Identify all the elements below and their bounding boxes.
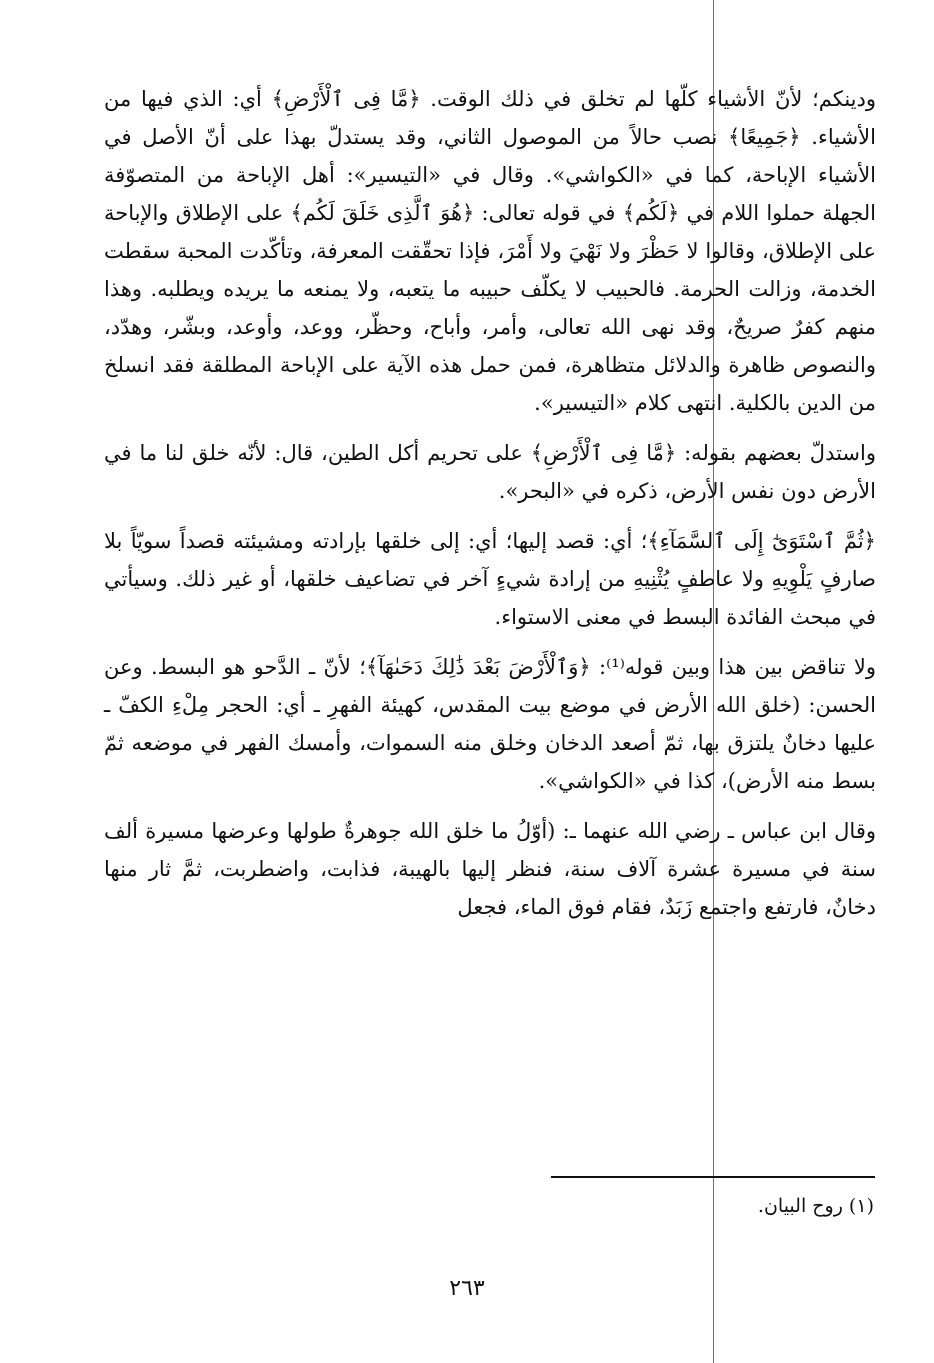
paragraph-eating-clay: واستدلّ بعضهم بقوله: ﴿مَّا فِى ٱلْأَرْضِ﴾ على تحريم أكل الطين، قال: لأنّه خلق لنا ما في الأرض دون نفس الأرض، ذكره في «البحر». bbox=[104, 441, 876, 503]
paragraph-ibn-abbas: وقال ابن عباس ـ رضي الله عنهما ـ: (أوّلُ ما خلق الله جوهرةٌ طولها وعرضها مسيرة ألف سنة في مسيرة عشرة آلاف سنة، فنظر إليها بالهيبة، فذابت، واضطربت، ثمَّ ثار منها دخانٌ، فارتفع واجتمع زَبَدٌ، فقام فوق الماء، فجعل bbox=[104, 819, 876, 919]
paragraph-tafsir-ibaha: ودينكم؛ لأنّ الأشياء كلّها لم تخلق في ذلك الوقت. ﴿مَّا فِى ٱلْأَرْضِ﴾ أي: الذي فيها من الأشياء. ﴿جَمِيعًا﴾ نصب حالاً من الموصول الثاني، وقد يستدلّ بهذا على أنّ الأصل في الأشياء الإباحة، كما في «الكواشي». وقال في «التيسير»: أهل الإباحة من المتصوّفة الجهلة حملوا اللام في ﴿لَكُم﴾ في قوله تعالى: ﴿هُوَ ٱلَّذِى خَلَقَ لَكُم﴾ على الإطلاق والإباحة على الإطلاق، وقالوا لا حَظْرَ ولا نَهْيَ ولا أَمْرَ، فإذا تحقّقت المعرفة، وتأكّدت المحبة سقطت الخدمة، وزالت الحرمة. فالحبيب لا يكلّف حبيبه ما يتعبه، ولا يمنعه ما يريده ويطلبه. وهذا منهم كفرٌ صريحٌ، وقد نهى الله تعالى، وأمر، وأباح، وحظّر، ووعد، وأوعد، وبشّر، وهدّد، والنصوص ظاهرة والدلائل متظاهرة، فمن حمل هذه الآية على الإباحة المطلقة فقد انسلخ من الدين بالكلية. انتهى كلام «التيسير». bbox=[104, 87, 876, 415]
paragraph-istiwa: ﴿ثُمَّ ٱسْتَوَىٰٓ إِلَى ٱلسَّمَآءِ﴾؛ أي: قصد إليها؛ أي: إلى خلقها بإرادته ومشيئته قصداً سويّاً بلا صارفٍ يَلْوِيهِ ولا عاطفٍ يُثْنِيهِ من إرادة شيءٍ آخر في تضاعيف خلقها، أو غير ذلك. وسيأتي في مبحث الفائدة البسط في معنى الاستواء. bbox=[104, 529, 876, 629]
page-body bbox=[104, 80, 876, 926]
page-number: ٢٦٣ bbox=[449, 1276, 485, 1301]
paragraph-dahw: ولا تناقض بين هذا وبين قوله⁽¹⁾: ﴿وَٱلْأَرْضَ بَعْدَ ذَٰلِكَ دَحَىٰهَآ﴾؛ لأنّ ـ الدَّحو هو البسط. وعن الحسن: (خلق الله الأرض في موضع بيت المقدس، كهيئة الفهرِ ـ أي: الحجر مِلْءِ الكفّ ـ عليها دخانٌ يلتزق بها، ثمّ أصعد الدخان وخلق منه السموات، وأمسك الفهر في موضعه ثمّ بسط منه الأرض)، كذا في «الكواشي». bbox=[104, 655, 876, 793]
footnote-separator bbox=[551, 1176, 875, 1178]
footnote: (١) روح البيان. bbox=[757, 1195, 874, 1217]
